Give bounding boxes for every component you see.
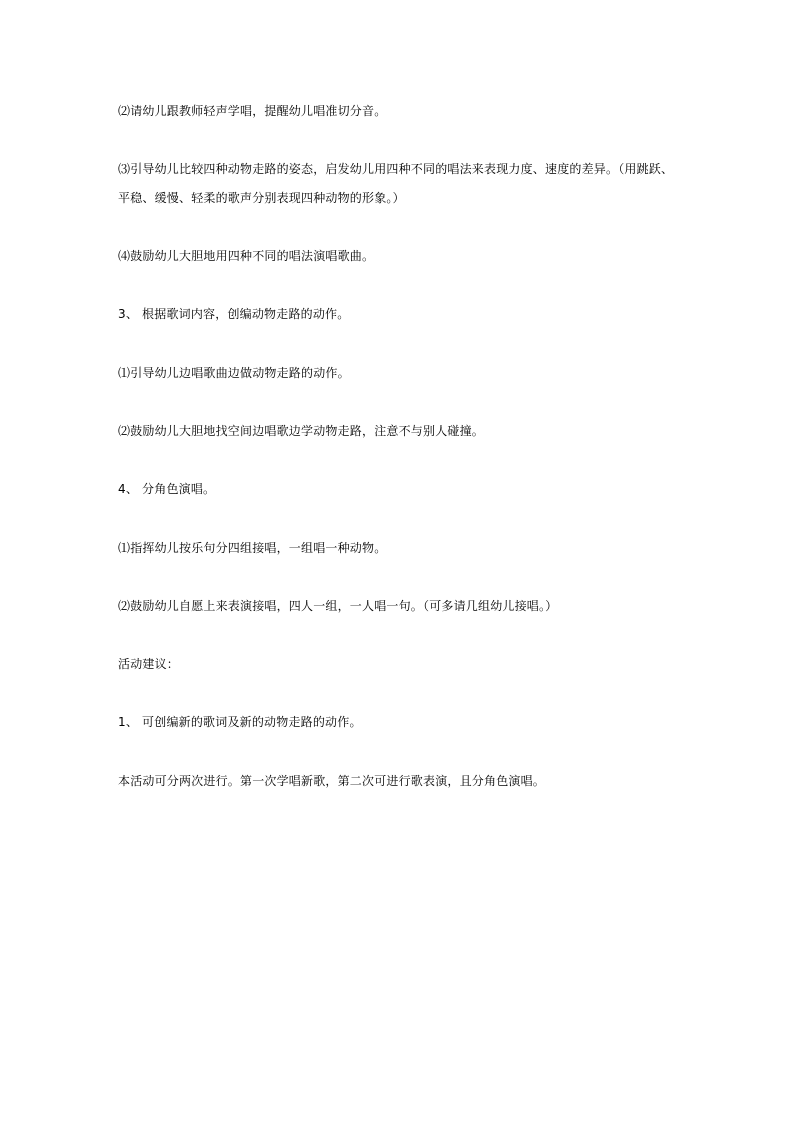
paragraph-step-3-1: ⑴引导幼儿边唱歌曲边做动物走路的动作。 [118,366,350,380]
section-heading-3: 3、 根据歌词内容，创编动物走路的动作。 [118,307,350,321]
paragraph-step-3-2: ⑵鼓励幼儿大胆地找空间边唱歌边学动物走路，注意不与别人碰撞。 [118,424,485,438]
paragraph-step-2-4: ⑷鼓励幼儿大胆地用四种不同的唱法演唱歌曲。 [118,249,375,263]
paragraph-step-2-3-line-1: ⑶引导幼儿比较四种动物走路的姿态，启发幼儿用四种不同的唱法来表现力度、速度的差异。（用跳跃、 [118,162,674,176]
activity-note: 本活动可分两次进行。第一次学唱新歌，第二次可进行歌表演，且分角色演唱。 [118,774,546,788]
paragraph-step-2-2: ⑵请幼儿跟教师轻声学唱，提醒幼儿唱准切分音。 [118,104,387,118]
activity-suggestions-heading: 活动建议： [118,657,180,671]
paragraph-step-4-1: ⑴指挥幼儿按乐句分四组接唱，一组唱一种动物。 [118,541,387,555]
suggestion-item-1: 1、 可创编新的歌词及新的动物走路的动作。 [118,715,362,729]
paragraph-step-4-2: ⑵鼓励幼儿自愿上来表演接唱，四人一组，一人唱一句。（可多请几组幼儿接唱。） [118,599,558,613]
paragraph-step-2-3-line-2: 平稳、缓慢、轻柔的歌声分别表现四种动物的形象。） [118,191,405,205]
section-heading-4: 4、 分角色演唱。 [118,482,216,496]
